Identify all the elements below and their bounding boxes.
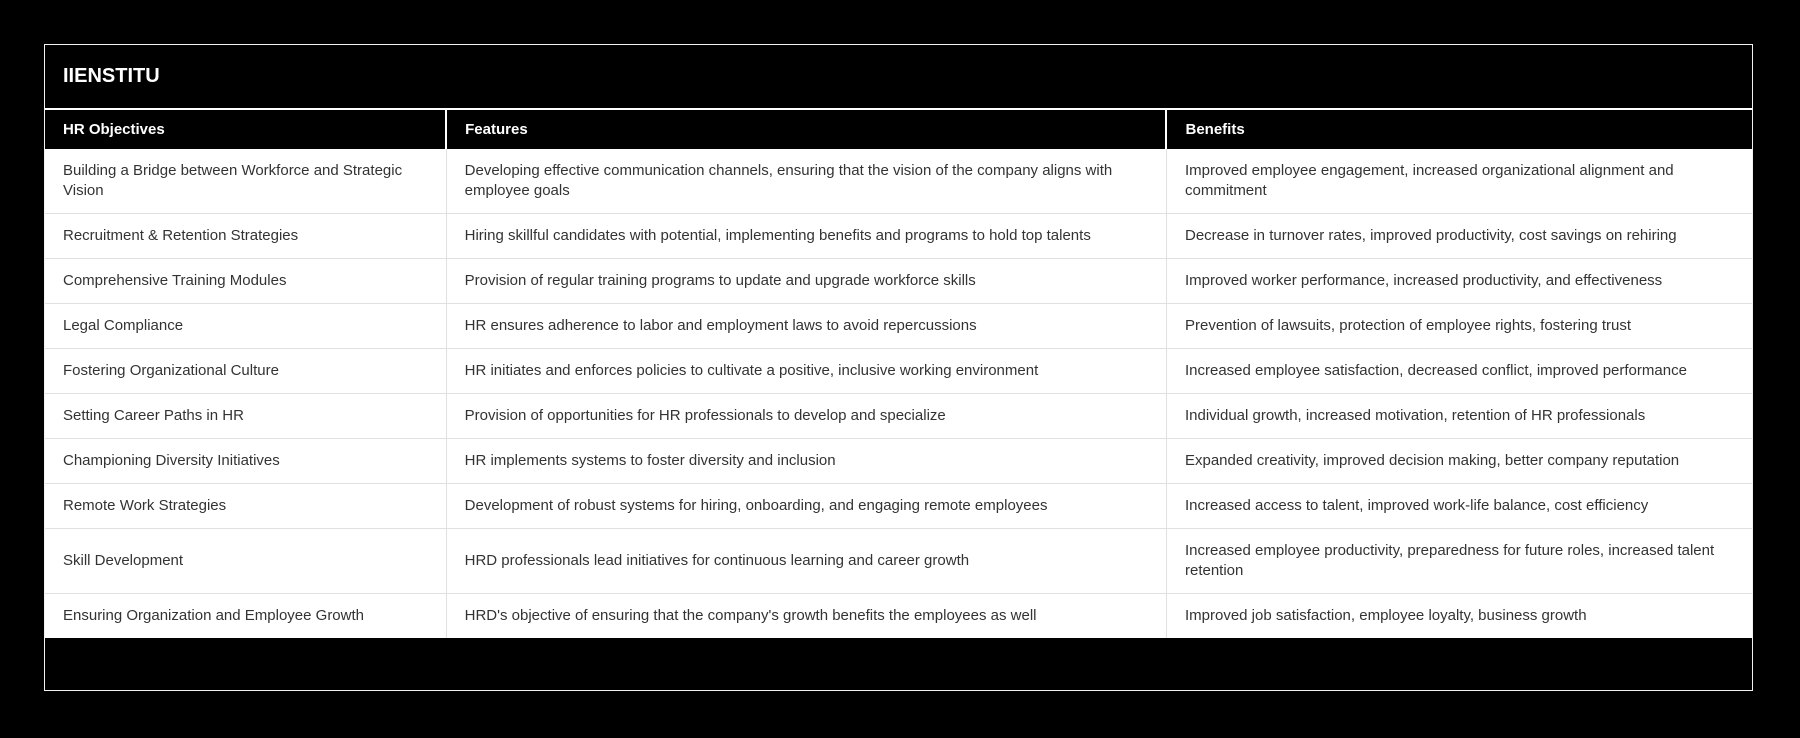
cell-feature: HRD's objective of ensuring that the company's growth benefits the employees as well xyxy=(446,594,1166,639)
table-row xyxy=(45,394,1752,439)
cell-feature: Hiring skillful candidates with potential, implementing benefits and programs to hold top talents xyxy=(446,214,1166,259)
cell-benefit: Expanded creativity, improved decision making, better company reputation xyxy=(1166,439,1752,484)
table-row xyxy=(45,259,1752,304)
cell-feature: HRD professionals lead initiatives for continuous learning and career growth xyxy=(446,529,1166,594)
cell-feature: Provision of opportunities for HR professionals to develop and specialize xyxy=(446,394,1166,439)
cell-hr-objective: Setting Career Paths in HR xyxy=(45,394,446,439)
cell-feature: HR ensures adherence to labor and employment laws to avoid repercussions xyxy=(446,304,1166,349)
cell-hr-objective: Legal Compliance xyxy=(45,304,446,349)
column-header-hr-objectives: HR Objectives xyxy=(45,110,446,149)
cell-feature: Provision of regular training programs to update and upgrade workforce skills xyxy=(446,259,1166,304)
cell-benefit: Increased employee productivity, preparedness for future roles, increased talent retention xyxy=(1166,529,1752,594)
table-row xyxy=(45,484,1752,529)
hr-objectives-table xyxy=(45,110,1752,638)
cell-hr-objective: Recruitment & Retention Strategies xyxy=(45,214,446,259)
cell-hr-objective: Remote Work Strategies xyxy=(45,484,446,529)
table-row xyxy=(45,529,1752,594)
cell-benefit: Increased access to talent, improved work-life balance, cost efficiency xyxy=(1166,484,1752,529)
header-row xyxy=(45,110,1752,149)
cell-feature: HR initiates and enforces policies to cultivate a positive, inclusive working environment xyxy=(446,349,1166,394)
cell-benefit: Prevention of lawsuits, protection of employee rights, fostering trust xyxy=(1166,304,1752,349)
cell-benefit: Decrease in turnover rates, improved productivity, cost savings on rehiring xyxy=(1166,214,1752,259)
cell-hr-objective: Ensuring Organization and Employee Growth xyxy=(45,594,446,639)
page-title: IIENSTITU xyxy=(45,45,1752,110)
cell-feature: Developing effective communication channels, ensuring that the vision of the company aligns with employee goals xyxy=(446,149,1166,214)
table-row xyxy=(45,439,1752,484)
cell-hr-objective: Building a Bridge between Workforce and Strategic Vision xyxy=(45,149,446,214)
table-row xyxy=(45,149,1752,214)
cell-feature: HR implements systems to foster diversity and inclusion xyxy=(446,439,1166,484)
cell-benefit: Individual growth, increased motivation, retention of HR professionals xyxy=(1166,394,1752,439)
cell-hr-objective: Championing Diversity Initiatives xyxy=(45,439,446,484)
table-card xyxy=(44,44,1753,691)
cell-benefit: Improved employee engagement, increased organizational alignment and commitment xyxy=(1166,149,1752,214)
table-row xyxy=(45,594,1752,639)
table-row xyxy=(45,349,1752,394)
cell-hr-objective: Skill Development xyxy=(45,529,446,594)
column-header-features: Features xyxy=(446,110,1166,149)
cell-feature: Development of robust systems for hiring, onboarding, and engaging remote employees xyxy=(446,484,1166,529)
cell-benefit: Improved job satisfaction, employee loyalty, business growth xyxy=(1166,594,1752,639)
cell-benefit: Increased employee satisfaction, decreased conflict, improved performance xyxy=(1166,349,1752,394)
cell-hr-objective: Comprehensive Training Modules xyxy=(45,259,446,304)
cell-hr-objective: Fostering Organizational Culture xyxy=(45,349,446,394)
column-header-benefits: Benefits xyxy=(1166,110,1752,149)
table-row xyxy=(45,214,1752,259)
table-row xyxy=(45,304,1752,349)
cell-benefit: Improved worker performance, increased productivity, and effectiveness xyxy=(1166,259,1752,304)
